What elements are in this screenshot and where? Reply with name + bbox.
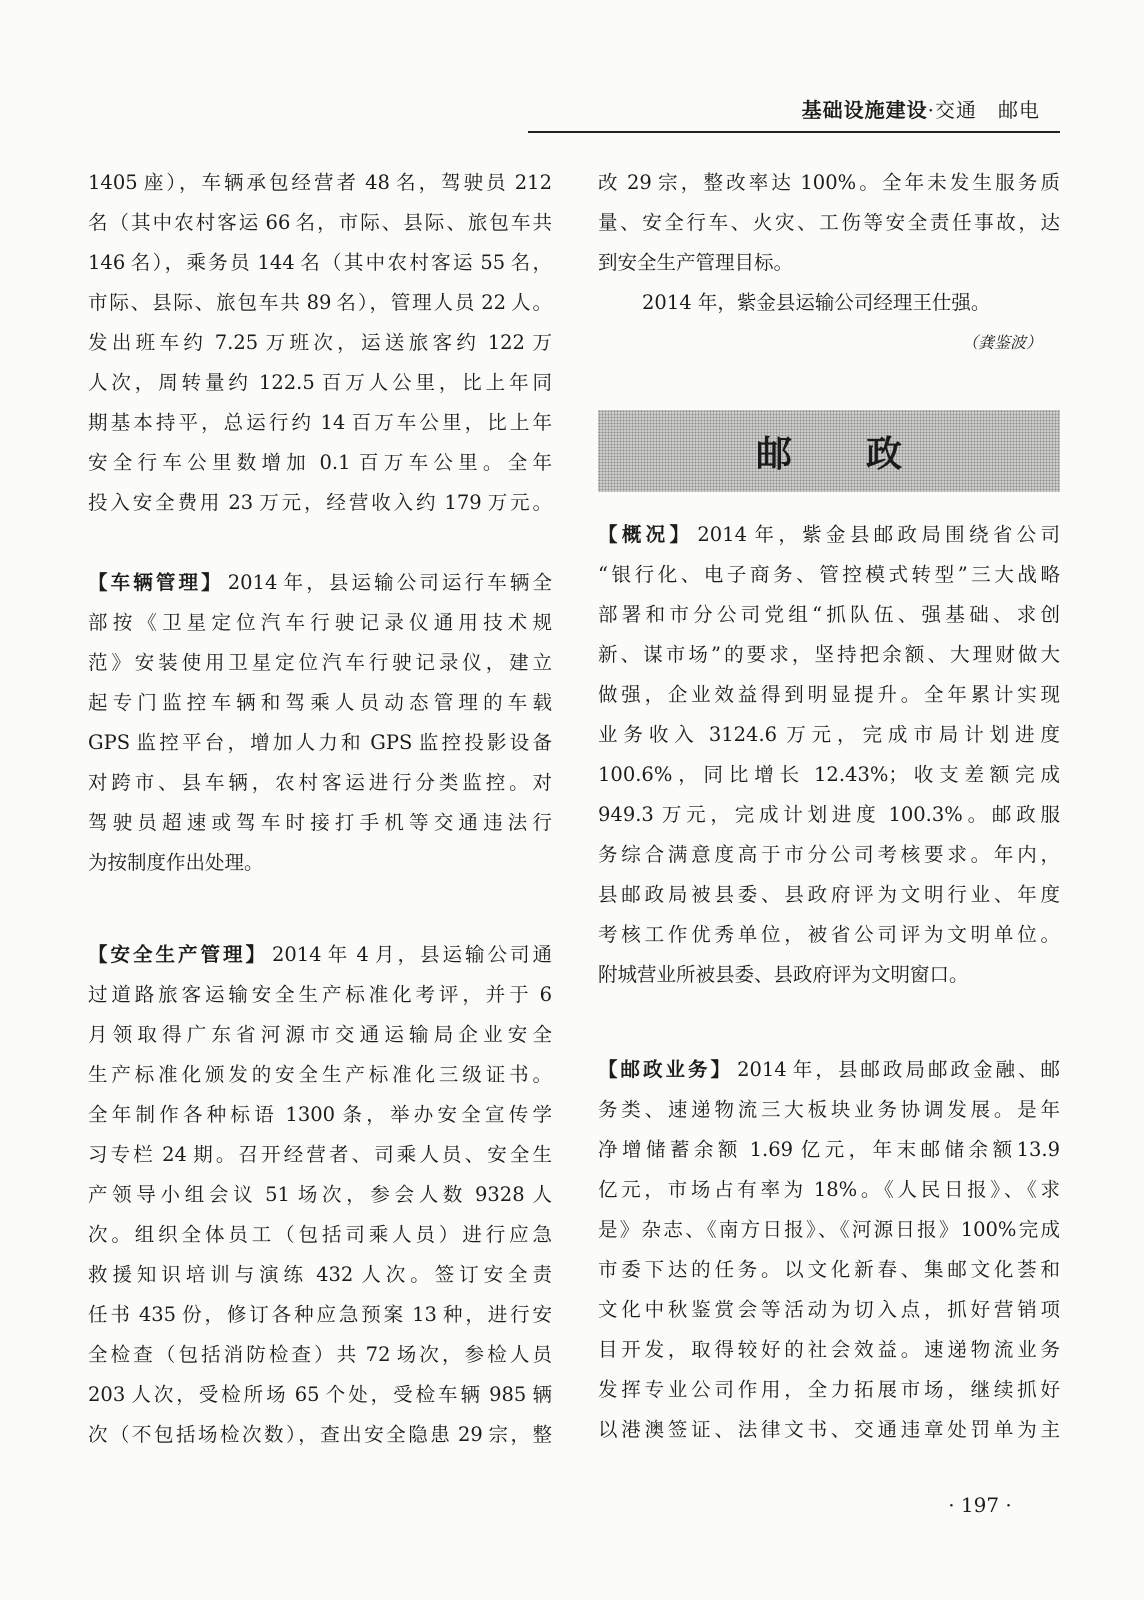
line-text: 全检查（包括消防检查）共 72 场次，参检人员 (88, 1343, 552, 1366)
text-line (88, 975, 552, 1015)
line-text: 考核工作优秀单位，被省公司评为文明单位。 (598, 923, 1060, 946)
text-line (88, 403, 552, 443)
text-line (598, 163, 1060, 203)
text-line (598, 715, 1060, 755)
line-text: 次（不包括场检次数），查出安全隐患 29 宗，整 (88, 1423, 552, 1446)
line-text: “银行化、电子商务、管控模式转型”三大战略 (598, 563, 1060, 586)
text-line (598, 1370, 1060, 1410)
line-text: 2014 年，县邮政局邮政金融、邮 (737, 1058, 1060, 1081)
line-text: 生产标准化颁发的安全生产标准化三级证书。 (88, 1063, 552, 1086)
line-text: 目开发，取得较好的社会效益。速递物流业务 (598, 1338, 1060, 1361)
line-text: 范》安装使用卫星定位汽车行驶记录仪，建立 (88, 651, 552, 674)
text-line (88, 1375, 552, 1415)
line-text: 业务收入 3124.6 万元，完成市局计划进度 (598, 723, 1060, 746)
line-text: 新、谋市场”的要求，坚持把余额、大理财做大 (598, 643, 1060, 666)
text-line (598, 243, 1060, 283)
line-text: 市委下达的任务。以文化新春、集邮文化荟和 (598, 1258, 1060, 1281)
text-line (598, 1170, 1060, 1210)
line-text: 任书 435 份，修订各种应急预案 13 种，进行安 (88, 1303, 552, 1326)
text-line (88, 363, 552, 403)
line-text: 亿元，市场占有率为 18%。《人民日报》、《求 (598, 1178, 1060, 1201)
paragraph-postal-overview (598, 515, 1060, 995)
text-line (88, 1015, 552, 1055)
text-line (598, 1290, 1060, 1330)
paragraph-heading: 【车辆管理】 (88, 571, 224, 594)
line-text: 净增储蓄余额 1.69 亿元，年末邮储余额13.9 (598, 1138, 1060, 1161)
text-line (598, 875, 1060, 915)
running-header-subsection: ·交通 邮电 (927, 98, 1040, 122)
line-text: 为按制度作出处理。 (88, 851, 264, 874)
line-text: 救援知识培训与演练 432 人次。签订安全责 (88, 1263, 552, 1286)
paragraph-safety-continued (598, 163, 1060, 283)
line-text: 县邮政局被县委、县政府评为文明行业、年度 (598, 883, 1060, 906)
text-line (88, 483, 552, 523)
line-text: 安全行车公里数增加 0.1 百万车公里。全年 (88, 451, 552, 474)
text-line (598, 795, 1060, 835)
text-line (598, 515, 1060, 555)
text-line (88, 1055, 552, 1095)
paragraph-heading: 【安全生产管理】 (88, 943, 268, 966)
text-line (598, 835, 1060, 875)
text-line (598, 1250, 1060, 1290)
line-text: 习专栏 24 期。召开经营者、司乘人员、安全生 (88, 1143, 552, 1166)
line-text: 部署和市分公司党组“抓队伍、强基础、求创 (598, 603, 1060, 626)
line-text: 务综合满意度高于市分公司考核要求。年内， (598, 843, 1060, 866)
text-line (88, 1255, 552, 1295)
text-line (598, 555, 1060, 595)
line-text: 产领导小组会议 51 场次，参会人数 9328 人 (88, 1183, 552, 1206)
line-text: 发挥专业公司作用，全力拓展市场，继续抓好 (598, 1378, 1060, 1401)
text-line (88, 323, 552, 363)
text-line (598, 1090, 1060, 1130)
line-text: 949.3 万元，完成计划进度 100.3%。邮政服 (598, 803, 1060, 826)
line-text: 文化中秋鉴赏会等活动为切入点，抓好营销项 (598, 1298, 1060, 1321)
text-line (598, 1330, 1060, 1370)
text-line (88, 723, 552, 763)
line-text: 部按《卫星定位汽车行驶记录仪通用技术规 (88, 611, 552, 634)
line-text: 务类、速递物流三大板块业务协调发展。是年 (598, 1098, 1060, 1121)
text-line (88, 1215, 552, 1255)
text-line (598, 955, 1060, 995)
text-line (598, 1050, 1060, 1090)
text-line (88, 683, 552, 723)
text-line (598, 755, 1060, 795)
line-text: 附城营业所被县委、县政府评为文明窗口。 (598, 963, 969, 986)
line-text: 203 人次，受检所场 65 个处，受检车辆 985 辆 (88, 1383, 552, 1406)
line-text: 全年制作各种标语 1300 条，举办安全宣传学 (88, 1103, 552, 1126)
line-text: 发出班车约 7.25 万班次，运送旅客约 122 万 (88, 331, 552, 354)
line-text: 146 名），乘务员 144 名（其中农村客运 55 名， (88, 251, 552, 274)
text-line (598, 1130, 1060, 1170)
line-text: 100.6%，同比增长 12.43%；收支差额完成 (598, 763, 1060, 786)
line-text: 人次，周转量约 122.5 百万人公里，比上年同 (88, 371, 552, 394)
paragraph-heading: 【概况】 (598, 523, 694, 546)
section-title-box-postal (598, 410, 1060, 492)
text-line (88, 1415, 552, 1455)
text-line (598, 635, 1060, 675)
line-text: 月领取得广东省河源市交通运输局企业安全 (88, 1023, 552, 1046)
paragraph-safety-production-management (88, 935, 552, 1455)
text-line (88, 563, 552, 603)
line-text: 投入安全费用 23 万元，经营收入约 179 万元。 (88, 491, 552, 514)
text-line (88, 643, 552, 683)
running-header-section: 基础设施建设 (801, 98, 928, 122)
line-text: 到安全生产管理目标。 (598, 251, 794, 274)
page-number: · 197 · (948, 1493, 1012, 1517)
header-rule (528, 131, 1060, 133)
text-line (598, 675, 1060, 715)
text-line (88, 203, 552, 243)
line-text: 以港澳签证、法律文书、交通违章处罚单为主 (598, 1418, 1060, 1441)
line-text: 2014 年 4 月，县运输公司通 (271, 943, 552, 966)
line-text: 是》杂志、《南方日报》、《河源日报》100%完成 (598, 1218, 1060, 1241)
manager-note: 2014 年，紫金县运输公司经理王仕强。 (642, 291, 991, 314)
line-text: 1405 座），车辆承包经营者 48 名，驾驶员 212 (88, 171, 552, 194)
text-line (598, 203, 1060, 243)
text-line (88, 283, 552, 323)
line-text: 改 29 宗，整改率达 100%。全年未发生服务质 (598, 171, 1060, 194)
line-text: 市际、县际、旅包车共 89 名），管理人员 22 人。 (88, 291, 552, 314)
line-text: 驾驶员超速或驾车时接打手机等交通违法行 (88, 811, 552, 834)
text-line (88, 935, 552, 975)
line-text: 期基本持平，总运行约 14 百万车公里，比上年 (88, 411, 552, 434)
text-line (88, 1175, 552, 1215)
paragraph-vehicle-management (88, 563, 552, 883)
line-text: 量、安全行车、火灾、工伤等安全责任事故，达 (598, 211, 1060, 234)
line-text: 次。组织全体员工（包括司乘人员）进行应急 (88, 1223, 552, 1246)
line-text: 起专门监控车辆和驾乘人员动态管理的车载 (88, 691, 552, 714)
text-line (598, 1410, 1060, 1450)
text-line (88, 163, 552, 203)
line-text: 做强，企业效益得到明显提升。全年累计实现 (598, 683, 1060, 706)
author-credit: （龚鉴波） (961, 333, 1042, 352)
line-text: 名（其中农村客运 66 名，市际、县际、旅包车共 (88, 211, 552, 234)
text-line (88, 1295, 552, 1335)
text-line (598, 915, 1060, 955)
text-line (88, 803, 552, 843)
text-line (88, 763, 552, 803)
paragraph-transport-overview-continued (88, 163, 552, 523)
line-text: 过道路旅客运输安全生产标准化考评，并于 6 (88, 983, 552, 1006)
text-line (88, 443, 552, 483)
text-line (598, 1210, 1060, 1250)
text-line (598, 595, 1060, 635)
text-line (88, 1335, 552, 1375)
paragraph-postal-business (598, 1050, 1060, 1450)
running-header (802, 96, 1040, 124)
text-line (88, 603, 552, 643)
paragraph-heading: 【邮政业务】 (598, 1058, 734, 1081)
text-line (88, 1135, 552, 1175)
line-text: GPS 监控平台，增加人力和 GPS 监控投影设备 (88, 731, 552, 754)
text-line (88, 843, 552, 883)
section-title: 邮政 (755, 432, 976, 475)
text-line (88, 243, 552, 283)
line-text: 对跨市、县车辆，农村客运进行分类监控。对 (88, 771, 552, 794)
line-text: 2014 年，紫金县邮政局围绕省公司 (697, 523, 1060, 546)
line-text: 2014 年，县运输公司运行车辆全 (227, 571, 552, 594)
text-line (88, 1095, 552, 1135)
